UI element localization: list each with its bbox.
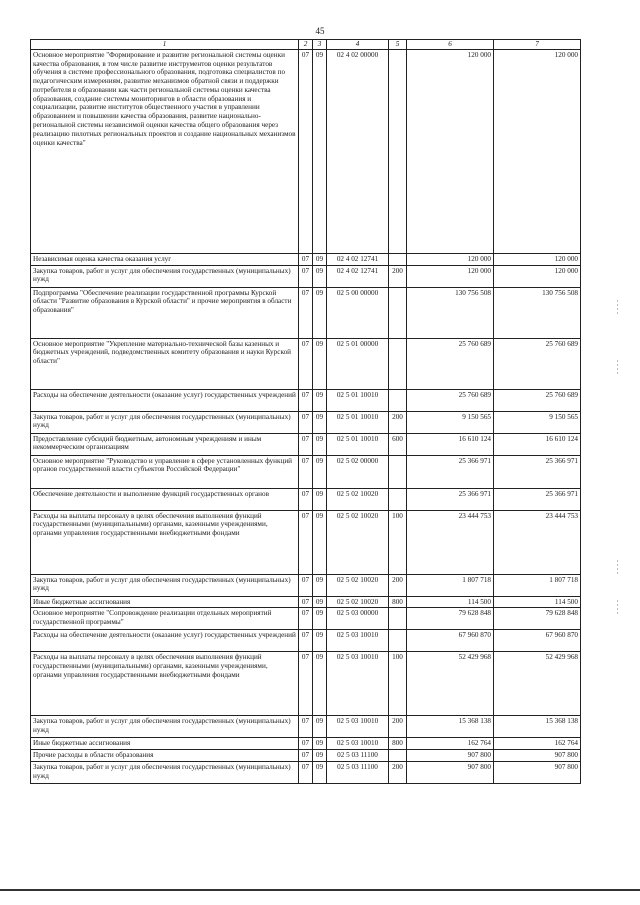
- row-name: Расходы на выплаты персоналу в целях обеспечения выполнения функций государственными (муниципальными) органами, казенными учреждениями, органами управления государственными внебюджетными фондами: [31, 652, 299, 716]
- row-expense-type: [389, 253, 407, 265]
- page-bottom-rule: [0, 889, 640, 891]
- row-amount-2: 25 366 971: [494, 455, 581, 488]
- table-row: [31, 761, 581, 783]
- row-section: 07: [299, 338, 313, 389]
- row-section: 07: [299, 433, 313, 455]
- table-row: [31, 389, 581, 411]
- row-target-code: 02 4 02 12741: [327, 253, 389, 265]
- row-expense-type: 200: [389, 265, 407, 287]
- row-amount-2: 907 800: [494, 761, 581, 783]
- row-amount-1: 120 000: [407, 49, 494, 253]
- table-row: [31, 608, 581, 630]
- row-target-code: 02 5 03 10010: [327, 716, 389, 738]
- row-amount-2: 907 800: [494, 750, 581, 762]
- row-expense-type: 200: [389, 574, 407, 596]
- row-target-code: 02 5 00 00000: [327, 287, 389, 338]
- row-section: 07: [299, 488, 313, 510]
- row-target-code: 02 5 02 10020: [327, 488, 389, 510]
- row-section: 07: [299, 761, 313, 783]
- row-expense-type: 200: [389, 716, 407, 738]
- table-row: [31, 411, 581, 433]
- row-section: 07: [299, 608, 313, 630]
- row-target-code: 02 5 02 00000: [327, 455, 389, 488]
- row-amount-1: 16 610 124: [407, 433, 494, 455]
- table-row: [31, 455, 581, 488]
- row-subsection: 09: [313, 488, 327, 510]
- row-amount-1: 162 764: [407, 738, 494, 750]
- row-subsection: 09: [313, 652, 327, 716]
- row-subsection: 09: [313, 596, 327, 608]
- row-amount-1: 120 000: [407, 253, 494, 265]
- row-section: 07: [299, 287, 313, 338]
- table-row: [31, 510, 581, 574]
- row-amount-1: 52 429 968: [407, 652, 494, 716]
- row-amount-1: 25 366 971: [407, 455, 494, 488]
- row-target-code: 02 4 02 00000: [327, 49, 389, 253]
- row-target-code: 02 4 02 12741: [327, 265, 389, 287]
- row-section: 07: [299, 652, 313, 716]
- header-cell: 7: [494, 40, 581, 50]
- row-name: Независимая оценка качества оказания услуг: [31, 253, 299, 265]
- row-name: Расходы на выплаты персоналу в целях обеспечения выполнения функций государственными (муниципальными) органами, казенными учреждениями, органами управления государственными внебюджетными фондами: [31, 510, 299, 574]
- row-subsection: 09: [313, 510, 327, 574]
- row-name: Закупка товаров, работ и услуг для обеспечения государственных (муниципальных) нужд: [31, 574, 299, 596]
- row-amount-1: 907 800: [407, 750, 494, 762]
- table-row: [31, 596, 581, 608]
- row-amount-2: 25 760 689: [494, 389, 581, 411]
- row-amount-2: 130 756 508: [494, 287, 581, 338]
- row-amount-2: 25 760 689: [494, 338, 581, 389]
- row-section: 07: [299, 738, 313, 750]
- row-expense-type: [389, 49, 407, 253]
- row-target-code: 02 5 01 00000: [327, 338, 389, 389]
- row-subsection: 09: [313, 738, 327, 750]
- row-expense-type: [389, 287, 407, 338]
- row-section: 07: [299, 510, 313, 574]
- row-name: Основное мероприятие "Руководство и управление в сфере установленных функций органов государственной власти субъектов Российской Федерации": [31, 455, 299, 488]
- row-expense-type: 200: [389, 761, 407, 783]
- row-name: Основное мероприятие "Сопровождение реализации отдельных мероприятий государственной программы": [31, 608, 299, 630]
- row-amount-2: 114 500: [494, 596, 581, 608]
- row-target-code: 02 5 03 10010: [327, 652, 389, 716]
- row-expense-type: 800: [389, 738, 407, 750]
- row-target-code: 02 5 02 10020: [327, 510, 389, 574]
- row-name: Закупка товаров, работ и услуг для обеспечения государственных (муниципальных) нужд: [31, 411, 299, 433]
- row-subsection: 09: [313, 574, 327, 596]
- row-section: 07: [299, 455, 313, 488]
- row-subsection: 09: [313, 716, 327, 738]
- row-target-code: 02 5 03 10010: [327, 630, 389, 652]
- header-cell: 1: [31, 40, 299, 50]
- row-name: Иные бюджетные ассигнования: [31, 596, 299, 608]
- scan-margin-mark: [617, 600, 618, 614]
- row-subsection: 09: [313, 455, 327, 488]
- row-amount-1: 23 444 753: [407, 510, 494, 574]
- row-name: Предоставление субсидий бюджетным, автономным учреждениям и иным некоммерческим организациям: [31, 433, 299, 455]
- row-name: Прочие расходы в области образования: [31, 750, 299, 762]
- row-amount-1: 25 760 689: [407, 338, 494, 389]
- row-amount-1: 130 756 508: [407, 287, 494, 338]
- table-row: [31, 716, 581, 738]
- row-target-code: 02 5 01 10010: [327, 389, 389, 411]
- row-expense-type: 200: [389, 411, 407, 433]
- page-number: 45: [315, 26, 325, 36]
- row-name: Иные бюджетные ассигнования: [31, 738, 299, 750]
- header-cell: 5: [389, 40, 407, 50]
- scan-margin-mark: [617, 560, 618, 574]
- row-amount-1: 120 000: [407, 265, 494, 287]
- header-cell: 4: [327, 40, 389, 50]
- row-expense-type: [389, 630, 407, 652]
- row-amount-1: 15 368 138: [407, 716, 494, 738]
- row-amount-2: 120 000: [494, 49, 581, 253]
- row-subsection: 09: [313, 253, 327, 265]
- row-section: 07: [299, 716, 313, 738]
- row-target-code: 02 5 03 11100: [327, 750, 389, 762]
- row-expense-type: 600: [389, 433, 407, 455]
- row-section: 07: [299, 265, 313, 287]
- row-amount-2: 16 610 124: [494, 433, 581, 455]
- row-amount-2: 9 150 565: [494, 411, 581, 433]
- row-expense-type: 800: [389, 596, 407, 608]
- row-subsection: 09: [313, 389, 327, 411]
- row-expense-type: [389, 338, 407, 389]
- row-expense-type: [389, 608, 407, 630]
- row-amount-1: 1 807 718: [407, 574, 494, 596]
- table-row: [31, 738, 581, 750]
- row-name: Обеспечение деятельности и выполнение функций государственных органов: [31, 488, 299, 510]
- row-amount-2: 52 429 968: [494, 652, 581, 716]
- row-target-code: 02 5 03 10010: [327, 738, 389, 750]
- row-section: 07: [299, 411, 313, 433]
- table-row: [31, 338, 581, 389]
- row-name: Расходы на обеспечение деятельности (оказание услуг) государственных учреждений: [31, 389, 299, 411]
- row-section: 07: [299, 253, 313, 265]
- header-row: [31, 40, 581, 50]
- table-row: [31, 433, 581, 455]
- row-expense-type: [389, 389, 407, 411]
- row-expense-type: 100: [389, 652, 407, 716]
- row-subsection: 09: [313, 338, 327, 389]
- row-amount-2: 15 368 138: [494, 716, 581, 738]
- row-amount-2: 25 366 971: [494, 488, 581, 510]
- row-expense-type: [389, 488, 407, 510]
- row-subsection: 09: [313, 265, 327, 287]
- table-row: [31, 253, 581, 265]
- scan-margin-mark: [617, 360, 618, 374]
- row-subsection: 09: [313, 49, 327, 253]
- table-row: [31, 49, 581, 253]
- table-row: [31, 630, 581, 652]
- header-cell: 3: [313, 40, 327, 50]
- row-target-code: 02 5 02 10020: [327, 596, 389, 608]
- row-section: 07: [299, 630, 313, 652]
- row-target-code: 02 5 03 00000: [327, 608, 389, 630]
- row-subsection: 09: [313, 608, 327, 630]
- row-target-code: 02 5 02 10020: [327, 574, 389, 596]
- row-name: Основное мероприятие "Укрепление материально-технической базы казенных и бюджетных учреждений, подведомственных комитету образования и науки Курской области": [31, 338, 299, 389]
- row-amount-1: 9 150 565: [407, 411, 494, 433]
- scan-margin-mark: [617, 300, 618, 314]
- row-section: 07: [299, 596, 313, 608]
- row-name: Подпрограмма "Обеспечение реализации государственной программы Курской области "Развитие образования в Курской области" и прочие мероприятия в области образования": [31, 287, 299, 338]
- row-amount-1: 25 366 971: [407, 488, 494, 510]
- row-subsection: 09: [313, 411, 327, 433]
- row-name: Закупка товаров, работ и услуг для обеспечения государственных (муниципальных) нужд: [31, 761, 299, 783]
- row-amount-2: 23 444 753: [494, 510, 581, 574]
- row-name: Закупка товаров, работ и услуг для обеспечения государственных (муниципальных) нужд: [31, 716, 299, 738]
- table-row: [31, 265, 581, 287]
- table-row: [31, 287, 581, 338]
- row-section: 07: [299, 750, 313, 762]
- row-expense-type: [389, 750, 407, 762]
- row-amount-1: 67 960 870: [407, 630, 494, 652]
- row-subsection: 09: [313, 761, 327, 783]
- row-amount-2: 120 000: [494, 253, 581, 265]
- row-amount-2: 120 000: [494, 265, 581, 287]
- row-amount-2: 162 764: [494, 738, 581, 750]
- row-amount-2: 67 960 870: [494, 630, 581, 652]
- row-subsection: 09: [313, 630, 327, 652]
- row-target-code: 02 5 03 11100: [327, 761, 389, 783]
- row-section: 07: [299, 49, 313, 253]
- row-subsection: 09: [313, 287, 327, 338]
- row-section: 07: [299, 574, 313, 596]
- row-amount-1: 79 628 848: [407, 608, 494, 630]
- row-target-code: 02 5 01 10010: [327, 433, 389, 455]
- header-cell: 6: [407, 40, 494, 50]
- table-row: [31, 488, 581, 510]
- row-amount-2: 1 807 718: [494, 574, 581, 596]
- header-cell: 2: [299, 40, 313, 50]
- table-row: [31, 652, 581, 716]
- row-name: Расходы на обеспечение деятельности (оказание услуг) государственных учреждений: [31, 630, 299, 652]
- row-amount-1: 907 800: [407, 761, 494, 783]
- row-amount-2: 79 628 848: [494, 608, 581, 630]
- row-subsection: 09: [313, 750, 327, 762]
- row-subsection: 09: [313, 433, 327, 455]
- row-section: 07: [299, 389, 313, 411]
- budget-table: [30, 39, 581, 784]
- row-name: Закупка товаров, работ и услуг для обеспечения государственных (муниципальных) нужд: [31, 265, 299, 287]
- row-amount-1: 25 760 689: [407, 389, 494, 411]
- table-row: [31, 750, 581, 762]
- table-row: [31, 574, 581, 596]
- row-amount-1: 114 500: [407, 596, 494, 608]
- row-expense-type: 100: [389, 510, 407, 574]
- row-target-code: 02 5 01 10010: [327, 411, 389, 433]
- row-name: Основное мероприятие "Формирование и развитие региональной системы оценки качества образования, в том числе развитие инструментов оценки результатов обучения в системе профессионального образования, подготовка специалистов по педагогическим измерениям, развитие механизмов обратной связи и поддержки потребителя в образовании как части региональной системы оценки качества образования, создание системы мониторингов в области образования и социализации, развитие институтов общественного участия в управлении образованием и повышении качества образования, развитие национально- региональной системы независимой оценки качества общего образования через реализацию пилотных региональных проектов и создание национальных механизмов оценки качества": [31, 49, 299, 253]
- row-expense-type: [389, 455, 407, 488]
